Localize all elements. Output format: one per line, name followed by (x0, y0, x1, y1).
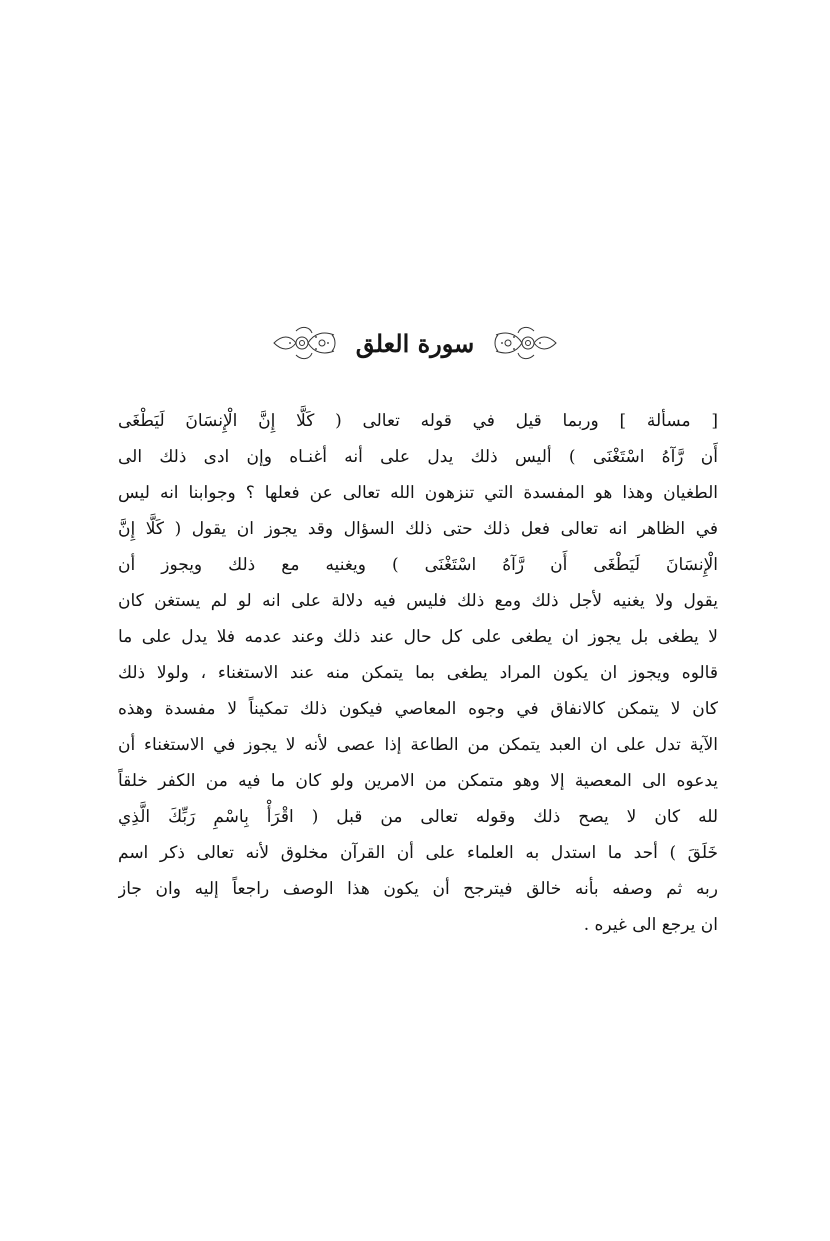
chapter-heading (0, 318, 830, 368)
text-line: الْإِنسَانَ لَيَطْغَى أَن رَّآهُ اسْتَغْنَى ) ويغنيه مع ذلك ويجوز أن (118, 555, 718, 575)
text-line: كان لا يتمكن كالانفاق في وجوه المعاصي فيكون ذلك تمكيناً لا مفسدة وهذه (118, 699, 718, 719)
text-line: يدعوه الى المعصية إلا وهو متمكن من الامرين ولو كان ما فيه من الكفر خلقاً (118, 771, 718, 791)
chapter-title: سورة العلق (355, 328, 475, 358)
text-line: الطغيان وهذا هو المفسدة التي تنزهون الله تعالى عن فعلها ؟ وجوابنا انه ليس (118, 483, 718, 503)
text-line: ربه ثم وصفه بأنه خالق فيترجح أن يكون هذا الوصف راجعاً إليه وان جاز (118, 879, 718, 899)
text-line: ان يرجع الى غيره . (583, 915, 718, 935)
text-line: لله كان لا يصح ذلك وقوله تعالى من قبل ( اقْرَأْ بِاسْمِ رَبِّكَ الَّذِي (118, 807, 718, 827)
left-ornament-icon (272, 321, 342, 365)
text-line: أَن رَّآهُ اسْتَغْنَى ) أليس ذلك يدل على أنه أغنـاه وإن ادى ذلك الى (118, 447, 718, 467)
heading-frame (272, 321, 559, 365)
text-line: الآية تدل على ان العبد يتمكن من الطاعة إذا عصى لأنه لا يجوز في الاستغناء أن (118, 735, 718, 755)
text-line: خَلَقَ ) أحد ما استدل به العلماء على أن القرآن مخلوق لأنه تعالى ذكر اسم (118, 843, 718, 863)
text-line: [ مسألة ] وربما قيل في قوله تعالى ( كَلَّا إِنَّ الْإِنسَانَ لَيَطْغَى (118, 411, 718, 431)
right-ornament-icon (488, 321, 558, 365)
text-line: لا يطغى بل يجوز ان يطغى على كل حال عند ذلك وعند عدمه فلا يدل على ما (118, 627, 718, 647)
text-line: قالوه ويجوز ان يكون المراد يطغى بما يتمكن منه عند الاستغناء ، ولولا ذلك (118, 663, 718, 683)
text-line: في الظاهر انه تعالى فعل ذلك حتى ذلك السؤال وقد يجوز ان يقول ( كَلَّا إِنَّ (118, 519, 718, 539)
body-text (118, 403, 718, 943)
text-line: يقول ولا يغنيه لأجل ذلك ومع ذلك فليس فيه دلالة على انه لو لم يستغن كان (118, 591, 718, 611)
